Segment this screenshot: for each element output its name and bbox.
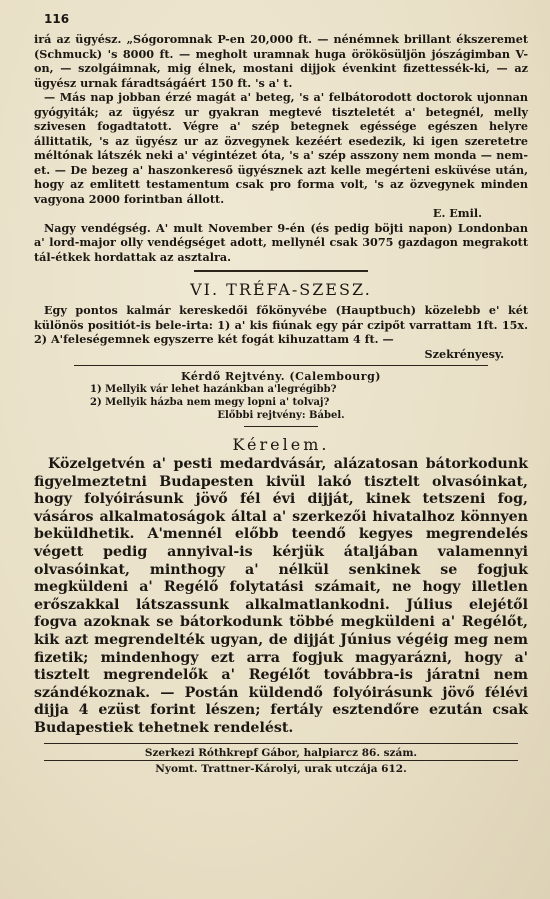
joke-signature: Szekrényesy. (424, 346, 504, 361)
joke-paragraph: Egy pontos kalmár kereskedői főkönyvébe (Hauptbuch) közelebb e' két különös positiót-is bele-irta: 1) a' kis fiúnak egy pár czipőt varrattam 1ft. 15x. 2) A'feleségemnek egyszerre két fogát kihuzattam 4 ft. — (34, 303, 528, 346)
riddle-question-2: 2) Mellyik házba nem megy lopni a' tolvaj? (90, 397, 330, 408)
story-paragraph-1: irá az ügyész. „Sógoromnak P-en 20,000 ft. — nénémnek brillant ékszeremet (Schmuck) 's 8000 ft. — megholt uramnak huga örökösüljön jószágimban V-on, — szolgáimnak, mig élnek, mostani dijjok évenkint fizettessék-ki, — az ügyész urnak fáradtságáért 150 ft. 's a' t. (34, 32, 528, 90)
story-signature: E. Emil. (432, 206, 482, 220)
riddle-question-1: 1) Mellyik vár lehet hazánkban a'legrégibb? (90, 384, 337, 395)
story-paragraph-2: — Más nap jobban érzé magát a' beteg, 's a' felbátorodott doctorok ujonnan gyógyiták; az ügyész ur gyakran megtevé tiszteletét a' betegnél, melly szivesen fogadtatott. Végre a' szép betegnek egéssége egészen helyre állittatik, 's az ügyész ur az özvegynek kezéért esedezik, ki igen szeretetre méltónak látszék neki a' végintézet óta, 's a' szép asszony nem monda — nem-et. — De bezeg a' haszonkereső ügyésznek azt kelle megérteni esküvése után, hogy az emlitett testamentum csak pro forma volt, 's az özvegynek minden vagyona 2000 forintban állott. (34, 90, 528, 206)
footer-divider (44, 743, 518, 744)
notice-paragraph: Közelgetvén a' pesti medardvásár, alázatosan bátorkodunk figyelmeztetni Budapesten kivül lakó tisztelt olvasóinkat, hogy folyóirásunk jövő fél évi dijját, kinek tetszeni fog, vásáros alkalmatoságok által a' szerkezői hivatalhoz könnyen beküldhetik. A'mennél előbb teendő kegyes megrendelés végett pedig annyival-is kérjük átaljában valamennyi olvasóinkat, minthogy a' nélkül senkinek se fogjuk megküldeni a' Regélő folytatási számait, ne hogy illetlen erőszakkal látszassunk alkalmatlankodni. Július elejétől fogva azoknak se bátorkodunk többé megküldeni a' Regélőt, kik azt megrendelték ugyan, de dijját Június végéig meg nem fizetik; mindenhogy ezt arra fogjuk magyarázni, hogy a' tisztelt megrendelők a' Regélőt továbbra-is járatni nem szándékoznak. — Postán küldendő folyóirásunk jövő félévi dijja 4 ezüst forint lészen; fertály esztendőre ezután csak Budapestiek tehetnek rendelést. (34, 456, 528, 736)
footer-editor: Szerkezi Róthkrepf Gábor, halpiarcz 86. szám. (144, 746, 418, 759)
notice-title: Kérelem. (232, 435, 330, 454)
footer-printer: Nyomt. Trattner-Károlyi, urak utczája 612. (44, 760, 518, 776)
riddle-title: Kérdő Rejtvény. (Calembourg) (181, 370, 381, 383)
section-title: VI. TRÉFA-SZESZ. (190, 280, 372, 299)
section-divider (194, 270, 368, 272)
riddle-previous-answer: Előbbi rejtvény: Bábel. (217, 410, 345, 421)
page-number: 116 (44, 12, 70, 26)
notice-divider (244, 426, 318, 427)
riddle-divider (74, 365, 488, 366)
guest-paragraph: Nagy vendégség. A' mult November 9-én (és pedig böjti napon) Londonban a' lord-major olly vendégséget adott, mellynél csak 3075 gazdagon megrakott tál-étkek hordattak az asztalra. (34, 220, 528, 264)
